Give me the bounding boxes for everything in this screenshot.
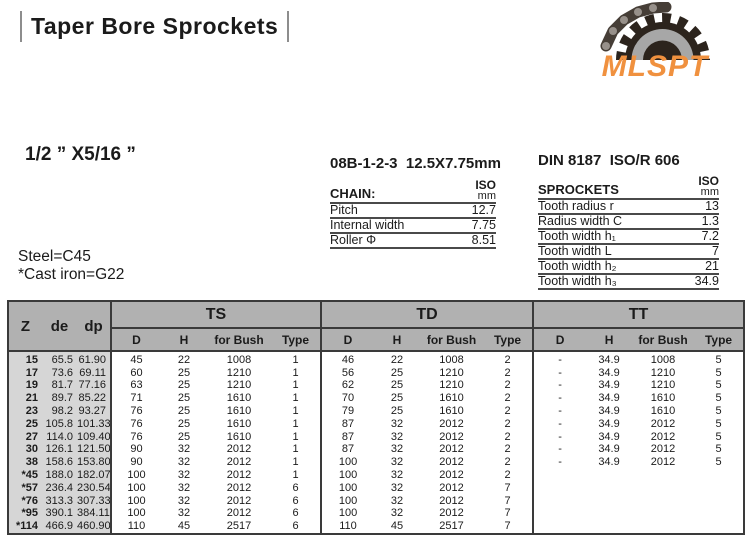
table-row — [8, 351, 744, 367]
material-steel: Steel=C45 — [18, 248, 91, 265]
cell-tt-1: 34.9 — [598, 379, 620, 392]
cell-dp: 121.50 — [77, 443, 111, 456]
cell-td-0: 56 — [321, 367, 374, 380]
cell-td-3: 2 — [504, 443, 511, 456]
cell-tt-1: 34.9 — [598, 417, 620, 430]
cell-tt-1: 34.9 — [598, 354, 620, 366]
cell-td-1: 25 — [390, 392, 404, 405]
table-row — [8, 482, 744, 495]
din-standard-title: DIN 8187 ISO/R 606 — [538, 152, 680, 169]
cell-de: 65.5 — [42, 351, 77, 367]
spec-label: Tooth radius r — [538, 199, 629, 214]
spec-row — [330, 233, 496, 248]
cell-z: *45 — [8, 469, 42, 482]
cell-tt-2: 1210 — [650, 366, 676, 379]
cell-td-2: 2012 — [439, 507, 464, 520]
cell-td-2: 2012 — [439, 456, 464, 469]
cell-td-1: 32 — [390, 456, 404, 469]
cell-z: *95 — [8, 507, 42, 520]
cell-z: 19 — [8, 379, 42, 392]
cell-tt-0: - — [533, 443, 586, 456]
title-right-bar — [287, 11, 289, 42]
spec-value: 1.3 — [629, 214, 720, 229]
cell-ts-3: 6 — [292, 494, 299, 507]
cell-z: 23 — [8, 405, 42, 418]
spec-value: 13 — [629, 199, 720, 214]
cell-ts-0: 60 — [111, 367, 161, 380]
sub-header: for Bush — [207, 328, 271, 351]
cell-td-3: 2 — [504, 379, 511, 392]
spec-label: Tooth width h₂ — [538, 259, 629, 274]
cell-td-3: 2 — [504, 354, 511, 366]
mm-label: mm — [700, 185, 719, 198]
cell-ts-1: 25 — [177, 417, 191, 430]
cell-ts-1: 25 — [177, 379, 191, 392]
cell-ts-2: 1210 — [226, 366, 252, 379]
cell-de: 98.2 — [42, 405, 77, 418]
table-row — [8, 443, 744, 456]
cell-td-1: 32 — [390, 417, 404, 430]
table-row — [8, 405, 744, 418]
cell-de: 114.0 — [42, 431, 77, 444]
cell-de: 126.1 — [42, 443, 77, 456]
cell-tt-2: 2012 — [650, 456, 676, 469]
cell-tt-0: - — [533, 392, 586, 405]
cell-de: 105.8 — [42, 418, 77, 431]
cell-ts-3: 1 — [292, 392, 299, 405]
cell-tt-0: - — [533, 405, 586, 418]
material-note — [18, 248, 124, 283]
col-header-dp: dp — [77, 301, 111, 351]
cell-ts-1: 32 — [177, 443, 191, 456]
cell-ts-1: 25 — [177, 366, 191, 379]
cell-td-3: 7 — [504, 520, 511, 533]
cell-td-3: 2 — [504, 405, 511, 418]
cell-tt-1 — [586, 495, 632, 508]
cell-ts-1: 32 — [177, 469, 191, 482]
iso-label: ISO — [475, 178, 496, 192]
cell-td-0: 87 — [321, 418, 374, 431]
cell-ts-1: 32 — [177, 456, 191, 469]
spec-row — [538, 259, 719, 274]
cell-td-2: 1210 — [439, 379, 464, 392]
cell-tt-3: 5 — [715, 430, 722, 443]
cell-tt-2: 2012 — [650, 443, 676, 456]
cell-dp: 182.07 — [77, 469, 111, 482]
cell-dp: 460.90 — [77, 520, 111, 533]
cell-ts-3: 1 — [292, 417, 299, 430]
cell-ts-2: 2012 — [226, 469, 252, 482]
cell-z: 30 — [8, 443, 42, 456]
cell-td-3: 2 — [504, 417, 511, 430]
sprockets-spec-table — [538, 176, 719, 290]
cell-ts-3: 1 — [292, 354, 299, 366]
cell-tt-2 — [632, 469, 694, 482]
cell-td-0: 87 — [321, 431, 374, 444]
sprockets-unit-header — [629, 176, 720, 199]
cell-ts-2: 2012 — [226, 507, 252, 520]
cell-de: 313.3 — [42, 495, 77, 508]
sub-header: D — [533, 328, 586, 351]
cell-tt-3: 5 — [715, 354, 722, 366]
spec-value: 7.2 — [629, 229, 720, 244]
cell-ts-0: 100 — [111, 469, 161, 482]
iso-label: ISO — [698, 174, 719, 188]
size-label: 1/2 ” X5/16 ” — [25, 144, 136, 165]
cell-dp: 307.33 — [77, 494, 111, 507]
cell-tt-3 — [694, 520, 744, 534]
logo-text: MLSPT — [601, 50, 709, 80]
cell-ts-0: 76 — [111, 418, 161, 431]
col-header-z: Z — [8, 301, 42, 351]
table-row — [8, 520, 744, 534]
cell-z: *76 — [8, 495, 42, 508]
cell-tt-2: 2012 — [650, 430, 676, 443]
cell-ts-2: 2012 — [226, 456, 252, 469]
cell-tt-0: - — [533, 379, 586, 392]
cell-z: *57 — [8, 482, 42, 495]
cell-ts-2: 1008 — [226, 354, 252, 366]
spec-value: 7.75 — [413, 218, 496, 233]
cell-td-0: 87 — [321, 443, 374, 456]
cell-tt-0 — [533, 469, 586, 482]
cell-tt-3: 5 — [715, 443, 722, 456]
cell-dp: 69.11 — [77, 367, 111, 380]
cell-tt-1: 34.9 — [598, 443, 620, 456]
chain-spec-table — [330, 180, 496, 249]
cell-tt-1 — [586, 469, 632, 482]
cell-ts-3: 1 — [292, 366, 299, 379]
table-row — [8, 367, 744, 380]
col-header-de: de — [42, 301, 77, 351]
spec-label: Internal width — [330, 218, 413, 233]
cell-tt-1 — [586, 482, 632, 495]
spec-value: 8.51 — [413, 233, 496, 248]
chain-table-body — [330, 203, 496, 248]
cell-tt-3: 5 — [715, 366, 722, 379]
cell-ts-1: 32 — [177, 481, 191, 494]
cell-dp: 101.33 — [77, 417, 111, 430]
spec-label: Tooth width h₁ — [538, 229, 629, 244]
spec-label: Roller Φ — [330, 233, 413, 248]
cell-ts-0: 45 — [111, 351, 161, 367]
spec-row — [330, 203, 496, 218]
cell-z: 21 — [8, 392, 42, 405]
cell-ts-3: 6 — [292, 520, 299, 533]
cell-dp: 77.16 — [77, 379, 111, 392]
cell-de: 236.4 — [42, 482, 77, 495]
mm-label: mm — [477, 189, 496, 202]
cell-ts-2: 1610 — [226, 430, 252, 443]
company-logo — [589, 2, 725, 80]
cell-td-3: 2 — [504, 469, 511, 482]
cell-tt-0 — [533, 482, 586, 495]
material-cast-iron: *Cast iron=G22 — [18, 265, 125, 283]
chain-spec-title: 08B-1-2-3 12.5X7.75mm — [330, 155, 501, 172]
cell-tt-1: 34.9 — [598, 456, 620, 469]
cell-td-0: 100 — [321, 469, 374, 482]
sub-header: for Bush — [632, 328, 694, 351]
cell-td-3: 7 — [504, 507, 511, 520]
cell-ts-0: 100 — [111, 482, 161, 495]
cell-td-0: 100 — [321, 456, 374, 469]
cell-z: *114 — [8, 520, 42, 534]
cell-td-1: 32 — [390, 469, 404, 482]
cell-td-1: 32 — [390, 443, 404, 456]
spec-value: 7 — [629, 244, 720, 259]
cell-ts-2: 2517 — [226, 520, 252, 533]
cell-td-3: 2 — [504, 430, 511, 443]
cell-td-1: 32 — [390, 494, 404, 507]
cell-z: 25 — [8, 418, 42, 431]
cell-ts-2: 2012 — [226, 494, 252, 507]
cell-ts-0: 76 — [111, 405, 161, 418]
cell-td-2: 1610 — [439, 405, 464, 418]
cell-td-2: 2012 — [439, 417, 464, 430]
cell-td-3: 7 — [504, 494, 511, 507]
cell-ts-1: 45 — [177, 520, 191, 533]
chain-table-header: CHAIN: — [330, 180, 413, 203]
cell-dp: 93.27 — [77, 405, 111, 418]
cell-tt-0 — [533, 507, 586, 520]
cell-ts-3: 1 — [292, 443, 299, 456]
sub-header: H — [586, 328, 632, 351]
cell-ts-2: 1610 — [226, 405, 252, 418]
cell-tt-2 — [632, 520, 694, 534]
cell-td-0: 100 — [321, 507, 374, 520]
cell-tt-0: - — [533, 456, 586, 469]
cell-ts-2: 1210 — [226, 379, 252, 392]
table-row — [8, 431, 744, 444]
cell-td-2: 2517 — [439, 520, 464, 533]
cell-td-0: 62 — [321, 379, 374, 392]
cell-tt-0: - — [533, 367, 586, 380]
cell-tt-3 — [694, 469, 744, 482]
cell-td-3: 7 — [504, 481, 511, 494]
spec-label: Pitch — [330, 203, 413, 218]
cell-ts-0: 76 — [111, 431, 161, 444]
cell-ts-0: 100 — [111, 507, 161, 520]
cell-de: 466.9 — [42, 520, 77, 534]
spec-label: Radius width C — [538, 214, 629, 229]
cell-tt-2: 1210 — [650, 379, 676, 392]
cell-tt-2 — [632, 495, 694, 508]
cell-td-0: 110 — [321, 520, 374, 534]
cell-td-0: 46 — [321, 351, 374, 367]
spec-label: Tooth width L — [538, 244, 629, 259]
cell-ts-3: 1 — [292, 469, 299, 482]
cell-dp: 384.11 — [77, 507, 110, 520]
spec-label: Tooth width h₃ — [538, 274, 629, 289]
cell-td-1: 22 — [390, 354, 404, 366]
sub-header: H — [161, 328, 207, 351]
cell-de: 73.6 — [42, 367, 77, 380]
cell-ts-3: 1 — [292, 456, 299, 469]
cell-tt-2: 1610 — [650, 392, 676, 405]
sub-header: Type — [271, 328, 321, 351]
cell-td-2: 1610 — [439, 392, 464, 405]
cell-tt-2 — [632, 507, 694, 520]
cell-tt-0 — [533, 520, 586, 534]
cell-ts-1: 32 — [177, 494, 191, 507]
cell-td-1: 32 — [390, 481, 404, 494]
chain-unit-header — [413, 180, 496, 203]
cell-ts-3: 1 — [292, 405, 299, 418]
cell-z: 17 — [8, 367, 42, 380]
cell-tt-2 — [632, 482, 694, 495]
cell-td-3: 2 — [504, 392, 511, 405]
sub-header: Type — [483, 328, 533, 351]
cell-td-0: 100 — [321, 495, 374, 508]
cell-z: 15 — [8, 351, 42, 367]
cell-tt-2: 1008 — [650, 354, 676, 366]
cell-td-2: 1008 — [439, 354, 464, 366]
spec-row — [538, 229, 719, 244]
cell-tt-3: 5 — [715, 417, 722, 430]
table-row — [8, 495, 744, 508]
cell-td-1: 32 — [390, 430, 404, 443]
cell-td-2: 2012 — [439, 443, 464, 456]
cell-td-0: 100 — [321, 482, 374, 495]
group-header-ts: TS — [111, 301, 321, 328]
cell-dp: 109.40 — [77, 430, 111, 443]
cell-td-1: 25 — [390, 379, 404, 392]
cell-ts-0: 71 — [111, 392, 161, 405]
cell-tt-2: 1610 — [650, 405, 676, 418]
cell-ts-3: 6 — [292, 481, 299, 494]
cell-ts-0: 90 — [111, 456, 161, 469]
cell-tt-3 — [694, 495, 744, 508]
cell-ts-0: 90 — [111, 443, 161, 456]
spec-row — [330, 218, 496, 233]
cell-z: 27 — [8, 431, 42, 444]
cell-tt-0 — [533, 495, 586, 508]
cell-td-0: 70 — [321, 392, 374, 405]
page-header — [20, 11, 289, 42]
cell-tt-3 — [694, 507, 744, 520]
cell-de: 158.6 — [42, 456, 77, 469]
spec-row — [538, 199, 719, 214]
sprockets-table-body — [538, 199, 719, 289]
group-header-tt: TT — [533, 301, 744, 328]
cell-tt-1: 34.9 — [598, 405, 620, 418]
cell-tt-0: - — [533, 431, 586, 444]
cell-td-3: 2 — [504, 366, 511, 379]
cell-dp: 61.90 — [77, 351, 111, 367]
cell-td-2: 2012 — [439, 494, 464, 507]
cell-ts-2: 1610 — [226, 417, 252, 430]
cell-td-1: 45 — [390, 520, 404, 533]
table-row — [8, 469, 744, 482]
cell-ts-0: 63 — [111, 379, 161, 392]
cell-de: 188.0 — [42, 469, 77, 482]
cell-dp: 230.54 — [77, 481, 111, 494]
cell-dp: 85.22 — [77, 392, 111, 405]
cell-td-2: 2012 — [439, 481, 464, 494]
cell-tt-3 — [694, 482, 744, 495]
table-row — [8, 507, 744, 520]
sub-header: H — [374, 328, 420, 351]
sub-header: for Bush — [420, 328, 483, 351]
spec-value: 21 — [629, 259, 720, 274]
group-header-td: TD — [321, 301, 533, 328]
cell-tt-0: - — [533, 418, 586, 431]
sprocket-dimensions-table — [7, 300, 745, 535]
cell-td-2: 2012 — [439, 430, 464, 443]
page-title: Taper Bore Sprockets — [31, 13, 279, 39]
table-row — [8, 456, 744, 469]
cell-ts-2: 1610 — [226, 392, 252, 405]
cell-z: 38 — [8, 456, 42, 469]
cell-de: 81.7 — [42, 379, 77, 392]
cell-tt-1: 34.9 — [598, 392, 620, 405]
cell-ts-1: 25 — [177, 430, 191, 443]
cell-tt-3: 5 — [715, 405, 722, 418]
cell-ts-3: 6 — [292, 507, 299, 520]
cell-ts-1: 32 — [177, 507, 191, 520]
cell-tt-3: 5 — [715, 379, 722, 392]
spec-row — [538, 244, 719, 259]
spec-row — [538, 274, 719, 289]
sub-header: D — [321, 328, 374, 351]
cell-tt-1: 34.9 — [598, 366, 620, 379]
cell-ts-2: 2012 — [226, 481, 252, 494]
cell-tt-1: 34.9 — [598, 430, 620, 443]
sprockets-table-header: SPROCKETS — [538, 176, 629, 199]
spec-value: 12.7 — [413, 203, 496, 218]
cell-ts-2: 2012 — [226, 443, 252, 456]
cell-td-2: 2012 — [439, 469, 464, 482]
cell-td-1: 25 — [390, 366, 404, 379]
cell-tt-1 — [586, 520, 632, 534]
cell-tt-2: 2012 — [650, 417, 676, 430]
cell-td-3: 2 — [504, 456, 511, 469]
table-row — [8, 392, 744, 405]
cell-tt-0: - — [533, 351, 586, 367]
sub-header: D — [111, 328, 161, 351]
cell-ts-3: 1 — [292, 430, 299, 443]
main-table-body — [8, 351, 744, 534]
cell-td-1: 32 — [390, 507, 404, 520]
table-row — [8, 418, 744, 431]
cell-ts-3: 1 — [292, 379, 299, 392]
cell-td-2: 1210 — [439, 366, 464, 379]
cell-de: 390.1 — [42, 507, 77, 520]
cell-tt-3: 5 — [715, 456, 722, 469]
cell-td-1: 25 — [390, 405, 404, 418]
sub-header: Type — [694, 328, 744, 351]
cell-ts-1: 25 — [177, 392, 191, 405]
cell-ts-1: 25 — [177, 405, 191, 418]
cell-ts-1: 22 — [177, 354, 191, 366]
cell-td-0: 79 — [321, 405, 374, 418]
cell-tt-1 — [586, 507, 632, 520]
spec-value: 34.9 — [629, 274, 720, 289]
spec-row — [538, 214, 719, 229]
cell-tt-3: 5 — [715, 392, 722, 405]
cell-dp: 153.80 — [77, 456, 111, 469]
cell-ts-0: 110 — [111, 520, 161, 534]
table-row — [8, 379, 744, 392]
cell-ts-0: 100 — [111, 495, 161, 508]
cell-de: 89.7 — [42, 392, 77, 405]
